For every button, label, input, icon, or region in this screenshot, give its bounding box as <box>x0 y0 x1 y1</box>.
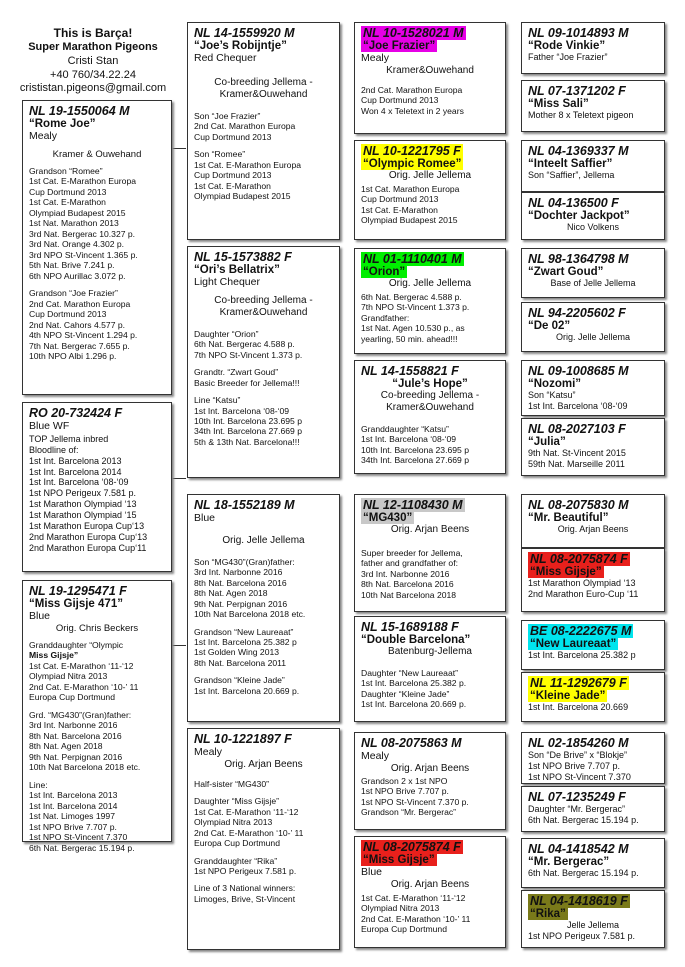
pigeon-name: “Miss Gijsje” <box>530 566 602 578</box>
note-line: 59th Nat. Marseille 2011 <box>528 458 625 469</box>
ring-number: NL 08-2075863 M <box>361 736 462 750</box>
pigeon-name: “Julia” <box>528 436 566 448</box>
detail-line: 1st NPO Perigeux 7.581 p. <box>194 865 297 876</box>
ggp-card-2 <box>521 80 665 132</box>
pigeon-name: “De 02” <box>528 320 571 332</box>
note-line: 9th Nat. St-Vincent 2015 <box>528 448 626 458</box>
ring-number: NL 07-1235249 F <box>528 790 626 804</box>
detail-line: 1st Golden Wing 2013 <box>194 647 280 658</box>
detail-line: 4th NPO St-Vincent 1.294 p. <box>29 330 138 341</box>
detail-line: 1st Cat. E-Marathon <box>29 197 106 208</box>
note-line: 1st NPO St-Vincent 7.370 <box>528 771 631 782</box>
detail-line: 2nd Cat. E-Marathon ‘10-’ 11 <box>361 913 471 924</box>
detail-line: 2nd Cat. Marathon Europa <box>194 121 296 132</box>
breeder-line: Kramer&Ouwehand <box>219 88 308 100</box>
detail-line: 1st Cat. E-Marathon Europa <box>194 159 301 170</box>
detail-line: Bloodline of: <box>29 444 79 455</box>
note-line: Daughter “Mr. Bergerac” <box>528 804 626 814</box>
detail-line: Europa Cup Dortmund <box>194 838 280 849</box>
ring-number: BE 08-2222675 M <box>530 624 632 638</box>
breeder-line: Orig. Arjan Beens <box>390 524 470 535</box>
detail-line: Super breeder for Jellema, <box>361 548 463 558</box>
detail-line: Son “MG430”(Gran)father: <box>194 556 295 567</box>
detail-line: Daughter “Miss Gijsje” <box>194 796 280 807</box>
detail-line: Grandson 2 x 1st NPO <box>361 775 448 786</box>
detail-line: 1st Int. Barcelona 2014 <box>29 466 122 477</box>
detail-line: 1st Marathon Olympiad ‘15 <box>29 510 137 521</box>
detail-line: 6th Nat. Bergerac 4.588 p. <box>361 292 462 302</box>
pigeon-name: “Dochter Jackpot” <box>528 210 630 222</box>
detail-line: 1st Int. Barcelona ‘08-‘09 <box>361 434 457 445</box>
note-line: 1st Int. Barcelona 25.382 p <box>528 650 636 660</box>
note-line: 1st Int. Barcelona 20.669 <box>528 702 629 712</box>
detail-line: 8th Nat. Barcelona 2011 <box>194 657 287 668</box>
ring-number: NL 14-1558821 F <box>361 364 459 378</box>
sire-name: “Rome Joe” <box>29 118 96 130</box>
detail-line: 1st Int. Barcelona ‘08-‘09 <box>194 405 290 416</box>
ring-number: NL 98-1364798 M <box>528 252 629 266</box>
detail-line: 2nd Cat. E-Marathon ‘10-’ 11 <box>29 681 139 692</box>
detail-line: 2nd Cat. E-Marathon ‘10-’ 11 <box>194 827 304 838</box>
ring-number: NL 04-1418542 M <box>528 842 629 856</box>
ring-number: NL 09-1014893 M <box>528 26 629 40</box>
breeder-line: Kramer&Ouwehand <box>386 402 474 413</box>
ring-number: NL 04-136500 F <box>528 196 619 210</box>
note-line: Father “Joe Frazier” <box>528 52 608 62</box>
detail-line: Olympiad Budapest 2015 <box>361 215 458 226</box>
dam-color: Blue WF <box>29 420 70 432</box>
pigeon-name: “Mr. Bergerac” <box>528 856 610 868</box>
detail-line: Granddaughter “Katsu” <box>361 424 449 434</box>
pigeon-color: Blue <box>194 512 216 524</box>
ring-number: NL 01-1110401 M <box>363 252 462 266</box>
detail-line: 1st Nat. Marathon 2013 <box>29 218 119 229</box>
detail-line: 1st Int. Barcelona 20.669 p. <box>361 699 467 710</box>
connector-sister <box>172 645 186 646</box>
grandparent-card-1 <box>354 22 506 134</box>
detail-line: 2nd Cat. Marathon Europa <box>361 84 463 95</box>
ring-number: NL 08-2075830 M <box>528 498 629 512</box>
detail-line: 1st Cat. E-Marathon ‘11-‘12 <box>361 892 466 903</box>
detail-line: Son “Romee” <box>194 149 246 160</box>
ring-number: NL 08-2027103 F <box>528 422 626 436</box>
owner-name: Cristi Stan <box>67 54 119 67</box>
pigeon-name: “Olympic Romee” <box>363 158 462 170</box>
parent-card-4 <box>187 728 340 950</box>
detail-line: 1st Marathon Europa Cup‘13 <box>29 521 145 532</box>
sister-name: “Miss Gijsje 471” <box>29 598 123 610</box>
ggp-card-15 <box>521 838 665 888</box>
detail-line: Cup Dortmund 2013 <box>361 194 439 205</box>
pigeon-name: “Miss Gijsje” <box>363 854 435 866</box>
pigeon-name: “Nozomi” <box>528 378 582 390</box>
pigeon-color: Mealy <box>361 52 390 64</box>
breeder-line: Co-breeding Jellema - <box>214 294 313 306</box>
detail-line: Europa Cup Dortmund <box>361 924 447 935</box>
grandparent-card-5 <box>354 494 506 612</box>
ggp-card-4 <box>521 192 665 240</box>
note-line: Jelle Jellema <box>566 920 620 930</box>
ring-number: NL 94-2205602 F <box>528 306 626 320</box>
sister-color: Blue <box>29 610 51 622</box>
ring-number: NL 09-1008685 M <box>528 364 629 378</box>
detail-line: Won 4 x Teletext in 2 years <box>361 105 464 116</box>
breeder-line: Kramer&Ouwehand <box>219 306 308 318</box>
pigeon-name: “Double Barcelona” <box>361 634 471 646</box>
detail-line: 7th Nat. Bergerac 7.655 p. <box>29 340 130 351</box>
grandparent-card-2 <box>354 140 506 240</box>
ring-number: NL 12-1108430 M <box>363 498 463 512</box>
detail-line: Granddaughter “Rika” <box>194 855 278 866</box>
detail-line: 1st Int. Barcelona 25.382 p <box>194 636 297 647</box>
sire-card <box>22 100 172 395</box>
note-line: Son “De Brive” x “Blokje” <box>528 750 628 760</box>
pigeon-name: “Rika” <box>530 908 566 920</box>
breeder-line: Co-breeding Jellema - <box>214 76 313 88</box>
pigeon-name: “New Laureaat” <box>530 638 617 650</box>
detail-line: 1st Int. Barcelona 20.669 p. <box>194 685 300 696</box>
note-line: Mother 8 x Teletext pigeon <box>528 110 634 120</box>
detail-line: 34th Int. Barcelona 27.669 p <box>361 455 469 466</box>
detail-line: Daughter “New Laureaat” <box>361 668 458 678</box>
detail-line: Son “Joe Frazier” <box>194 110 261 121</box>
detail-line: Line “Katsu” <box>194 395 241 406</box>
ring-number: NL 02-1854260 M <box>528 736 629 750</box>
detail-line: Grd. “MG430”(Gran)father: <box>29 709 132 720</box>
pigeon-name: “MG430” <box>363 512 413 524</box>
ring-number: NL 11-1292679 F <box>530 676 627 690</box>
ring-number: NL 04-1369337 M <box>528 144 629 158</box>
detail-line: 1st Cat. E-Marathon <box>194 180 271 191</box>
detail-line: 9th Nat. Perpignan 2016 <box>194 598 288 609</box>
detail-line: 10th Int. Barcelona 23.695 p <box>361 444 469 455</box>
connector-dam <box>172 478 186 479</box>
sister-details <box>29 640 165 853</box>
note-line: 6th Nat. Bergerac 15.194 p. <box>528 814 639 825</box>
note-line: Son “Saffier”, Jellema <box>528 170 615 180</box>
detail-line: 9th Nat. Perpignan 2016 <box>29 751 123 762</box>
detail-line: Grandfather: <box>361 312 410 323</box>
detail-line: 1st Marathon Olympiad ‘13 <box>29 499 137 510</box>
detail-line: Cup Dortmund 2013 <box>361 95 439 106</box>
ggp-card-9 <box>521 494 665 548</box>
detail-line: 1st Cat. Marathon Europa <box>361 184 460 194</box>
ring-number: NL 14-1559920 M <box>194 26 295 40</box>
pigeon-name: “Ori’s Bellatrix” <box>194 264 280 276</box>
detail-line: Olympiad Nitra 2013 <box>29 671 108 682</box>
pigeon-color: Light Chequer <box>194 276 260 288</box>
detail-line: 1st Cat. E-Marathon Europa <box>29 176 136 187</box>
detail-line: 8th Nat. Barcelona 2016 <box>29 730 122 741</box>
detail-line: 5th Nat. Brive 7.241 p. <box>29 260 115 271</box>
detail-line: 3rd Int. Narbonne 2016 <box>194 567 283 578</box>
ggp-card-6 <box>521 302 665 352</box>
detail-line: Grandson “Joe Frazier” <box>29 288 118 299</box>
detail-line: 1st Int. Barcelona 2013 <box>29 790 118 801</box>
pigeon-color: Mealy <box>361 750 390 762</box>
owner-phone: +40 760/34.22.24 <box>50 68 136 81</box>
page-subtitle: Super Marathon Pigeons <box>28 41 158 53</box>
detail-line: Line of 3 National winners: <box>194 883 296 894</box>
ggp-card-11 <box>521 620 665 670</box>
ggp-card-1 <box>521 22 665 74</box>
detail-line: 1st Nat. Limoges 1997 <box>29 811 115 822</box>
detail-line: Daughter “Kleine Jade” <box>361 688 450 699</box>
detail-line: 2nd Marathon Europa Cup‘13 <box>29 532 148 543</box>
detail-line: 3rd Nat. Bergerac 10.327 p. <box>29 228 136 239</box>
detail-line: Basic Breeder for Jellema!!! <box>194 377 300 388</box>
ggp-card-3 <box>521 140 665 192</box>
note-line: 1st Marathon Olympiad ‘13 <box>528 578 636 588</box>
breeder-line: Kramer&Ouwehand <box>386 64 474 76</box>
ggp-card-7 <box>521 360 665 416</box>
ggp-card-5 <box>521 248 665 298</box>
detail-line: 1st Cat. E-Marathon <box>361 204 438 215</box>
detail-line: 10th Nat Barcelona 2018 etc. <box>194 609 306 620</box>
detail-line: Olympiad Budapest 2015 <box>29 207 126 218</box>
detail-line: 1st NPO Brive 7.707 p. <box>29 821 117 832</box>
detail-line: 8th Nat. Barcelona 2016 <box>194 577 287 588</box>
parent-card-3 <box>187 494 340 722</box>
grandparent-card-6 <box>354 616 506 722</box>
note-line: 1st Int. Barcelona ‘08-‘09 <box>528 400 628 411</box>
sister-breeder: Orig. Chris Beckers <box>55 622 139 634</box>
pigeon-name: “Orion” <box>363 266 406 278</box>
pigeon-color: Mealy <box>194 746 223 758</box>
grandparent-card-7 <box>354 732 506 830</box>
detail-line: Grandson “New Laureaat” <box>194 626 294 637</box>
detail-line: Olympiad Budapest 2015 <box>194 190 291 201</box>
ring-number: NL 08-2075874 F <box>530 552 628 566</box>
note-line: Orig. Arjan Beens <box>557 524 629 534</box>
detail-line: 1st Int. Barcelona 2013 <box>29 455 122 466</box>
parent-card-2 <box>187 246 340 478</box>
ring-number: NL 15-1689188 F <box>361 620 459 634</box>
detail-line: father and grandfather of: <box>361 558 458 569</box>
ring-number: NL 18-1552189 M <box>194 498 295 512</box>
ring-number: NL 15-1573882 F <box>194 250 292 264</box>
note-line: 2nd Marathon Euro-Cup ‘11 <box>528 588 639 599</box>
detail-line: Half-sister “MG430” <box>194 778 269 789</box>
breeder-line: Orig. Arjan Beens <box>224 758 303 770</box>
detail-line: 3rd Int. Narbonne 2016 <box>29 720 118 731</box>
ring-number: NL 10-1221795 F <box>363 144 461 158</box>
detail-line: Miss Gijsje” <box>29 650 79 661</box>
detail-line: Cup Dortmund 2013 <box>29 309 107 320</box>
breeder-line: Orig. Jelle Jellema <box>388 170 472 181</box>
detail-line: 1st Int. Barcelona 25.382 p. <box>361 678 467 689</box>
note-line: 1st NPO Perigeux 7.581 p. <box>528 930 636 941</box>
ring-number: NL 04-1418619 F <box>530 894 628 908</box>
detail-line: Grandson “Mr. Bergerac” <box>361 807 457 818</box>
detail-line: 3rd NPO St-Vincent 1.365 p. <box>29 249 138 260</box>
detail-line: Line: <box>29 779 48 790</box>
ggp-card-12 <box>521 672 665 722</box>
connector-sire <box>172 148 186 149</box>
detail-line: 1st Cat. E-Marathon ‘11-‘12 <box>194 806 299 817</box>
detail-line: 10th Nat Barcelona 2018 <box>361 589 457 600</box>
sister-card <box>22 580 172 853</box>
detail-line: Cup Dortmund 2013 <box>29 186 107 197</box>
detail-line: 6th Nat. Bergerac 15.194 p. <box>29 842 135 853</box>
detail-line: Europa Cup Dortmund <box>29 692 115 703</box>
detail-line: 1st NPO Perigeux 7.581 p. <box>29 488 137 499</box>
breeder-line: Orig. Jelle Jellema <box>222 534 305 546</box>
dam-details <box>29 434 165 555</box>
detail-line: Olympiad Nitra 2013 <box>194 817 273 828</box>
detail-line: 2nd Cat. Marathon Europa <box>29 298 131 309</box>
detail-line: 1st Int. Barcelona ‘08-‘09 <box>29 477 129 488</box>
detail-line: 1st Nat. Agen 10.530 p., as <box>361 323 465 334</box>
detail-line: TOP Jellema inbred <box>29 433 109 444</box>
detail-line: 8th Nat. Barcelona 2016 <box>361 579 454 590</box>
ggp-card-10 <box>521 548 665 612</box>
note-line: Base of Jelle Jellema <box>550 278 636 288</box>
detail-line: 6th NPO Aurillac 3.072 p. <box>29 270 126 281</box>
ring-number: NL 08-2075874 F <box>363 840 461 854</box>
detail-line: Granddaughter “Olympic <box>29 639 124 650</box>
breeder-line: Co-breeding Jellema - <box>380 390 480 401</box>
detail-line: yearling, 50 min. ahead!!! <box>361 333 458 344</box>
detail-line: 3rd Nat. Orange 4.302 p. <box>29 239 125 250</box>
detail-line: Olympiad Nitra 2013 <box>361 903 440 914</box>
sire-breeder: Kramer & Ouwehand <box>52 148 142 160</box>
detail-line: 1st NPO St-Vincent 7.370 p. <box>361 796 469 807</box>
pigeon-color: Blue <box>361 866 383 878</box>
detail-line: Grandtr. “Zwart Goud” <box>194 367 279 378</box>
dam-ring: RO 20-732424 F <box>29 406 123 420</box>
note-line: Orig. Jelle Jellema <box>555 332 631 342</box>
detail-line: 10th NPO Albi 1.296 p. <box>29 351 117 362</box>
page-title: This is Barça! <box>53 26 133 40</box>
ggp-card-13 <box>521 732 665 784</box>
grandparent-card-3 <box>354 248 506 354</box>
pigeon-name: “Kleine Jade” <box>530 690 606 702</box>
pigeon-name: “Zwart Goud” <box>528 266 604 278</box>
pigeon-color: Red Chequer <box>194 52 257 64</box>
pigeon-name: “Inteelt Saffier” <box>528 158 613 170</box>
detail-line: Grandson “Kleine Jade” <box>194 675 285 686</box>
detail-line: Grandson “Romee” <box>29 165 103 176</box>
sister-ring: NL 19-1295471 F <box>29 584 127 598</box>
sire-details <box>29 166 165 362</box>
detail-line: 1st NPO St-Vincent 7.370 <box>29 832 128 843</box>
detail-line: 1st Cat. E-Marathon ‘11-‘12 <box>29 660 134 671</box>
pigeon-name: “Mr. Beautiful” <box>528 512 609 524</box>
ggp-card-14 <box>521 786 665 832</box>
detail-line: Limoges, Brive, St-Vincent <box>194 893 296 904</box>
detail-line: 7th NPO St-Vincent 1.373 p. <box>361 302 470 313</box>
grandparent-card-4 <box>354 360 506 474</box>
detail-line: 34th Int. Barcelona 27.669 p <box>194 426 302 437</box>
detail-line: 1st NPO Brive 7.707 p. <box>361 786 449 797</box>
breeder-header <box>8 26 178 96</box>
pigeon-name: “Joe Frazier” <box>363 40 436 52</box>
note-line: 6th Nat. Bergerac 15.194 p. <box>528 868 639 878</box>
breeder-line: Orig. Arjan Beens <box>390 878 470 890</box>
pigeon-name: “Rode Vinkie” <box>528 40 606 52</box>
detail-line: 1st Int. Barcelona 2014 <box>29 800 118 811</box>
ggp-card-16 <box>521 890 665 948</box>
sire-ring: NL 19-1550064 M <box>29 104 130 118</box>
pigeon-name: “Jule’s Hope” <box>392 378 468 390</box>
detail-line: Cup Dortmund 2013 <box>194 131 272 142</box>
detail-line: 10th Int. Barcelona 23.695 p <box>194 415 302 426</box>
breeder-line: Batenburg-Jellema <box>388 646 472 657</box>
sire-color: Mealy <box>29 130 58 142</box>
detail-line: 2nd Marathon Europa Cup‘11 <box>29 543 147 554</box>
ring-number: NL 10-1528021 M <box>363 26 464 40</box>
pigeon-name: “Joe’s Robijntje” <box>194 40 287 52</box>
detail-line: 5th & 13th Nat. Barcelona!!! <box>194 436 300 447</box>
breeder-line: Orig. Jelle Jellema <box>388 278 472 289</box>
detail-line: 6th Nat. Bergerac 4.588 p. <box>194 339 295 350</box>
dam-card <box>22 402 172 572</box>
owner-email: crististan.pigeons@gmail.com <box>19 82 167 95</box>
ggp-card-8 <box>521 418 665 476</box>
detail-line: Daughter “Orion” <box>194 328 259 339</box>
parent-card-1 <box>187 22 340 240</box>
pigeon-name: “Miss Sali” <box>528 98 589 110</box>
note-line: Nico Volkens <box>566 222 620 232</box>
breeder-line: Orig. Arjan Beens <box>390 762 470 774</box>
detail-line: 10th Nat Barcelona 2018 etc. <box>29 762 141 773</box>
detail-line: 8th Nat. Agen 2018 <box>29 741 103 752</box>
detail-line: 3rd Int. Narbonne 2016 <box>361 568 450 579</box>
ring-number: NL 07-1371202 F <box>528 84 626 98</box>
detail-line: Cup Dortmund 2013 <box>194 170 272 181</box>
grandparent-card-8 <box>354 836 506 948</box>
detail-line: 7th NPO St-Vincent 1.373 p. <box>194 349 303 360</box>
detail-line: 2nd Nat. Cahors 4.577 p. <box>29 319 126 330</box>
note-line: 1st NPO Brive 7.707 p. <box>528 760 621 771</box>
ring-number: NL 10-1221897 F <box>194 732 292 746</box>
detail-line: 8th Nat. Agen 2018 <box>194 588 268 599</box>
note-line: Son “Katsu” <box>528 390 576 400</box>
